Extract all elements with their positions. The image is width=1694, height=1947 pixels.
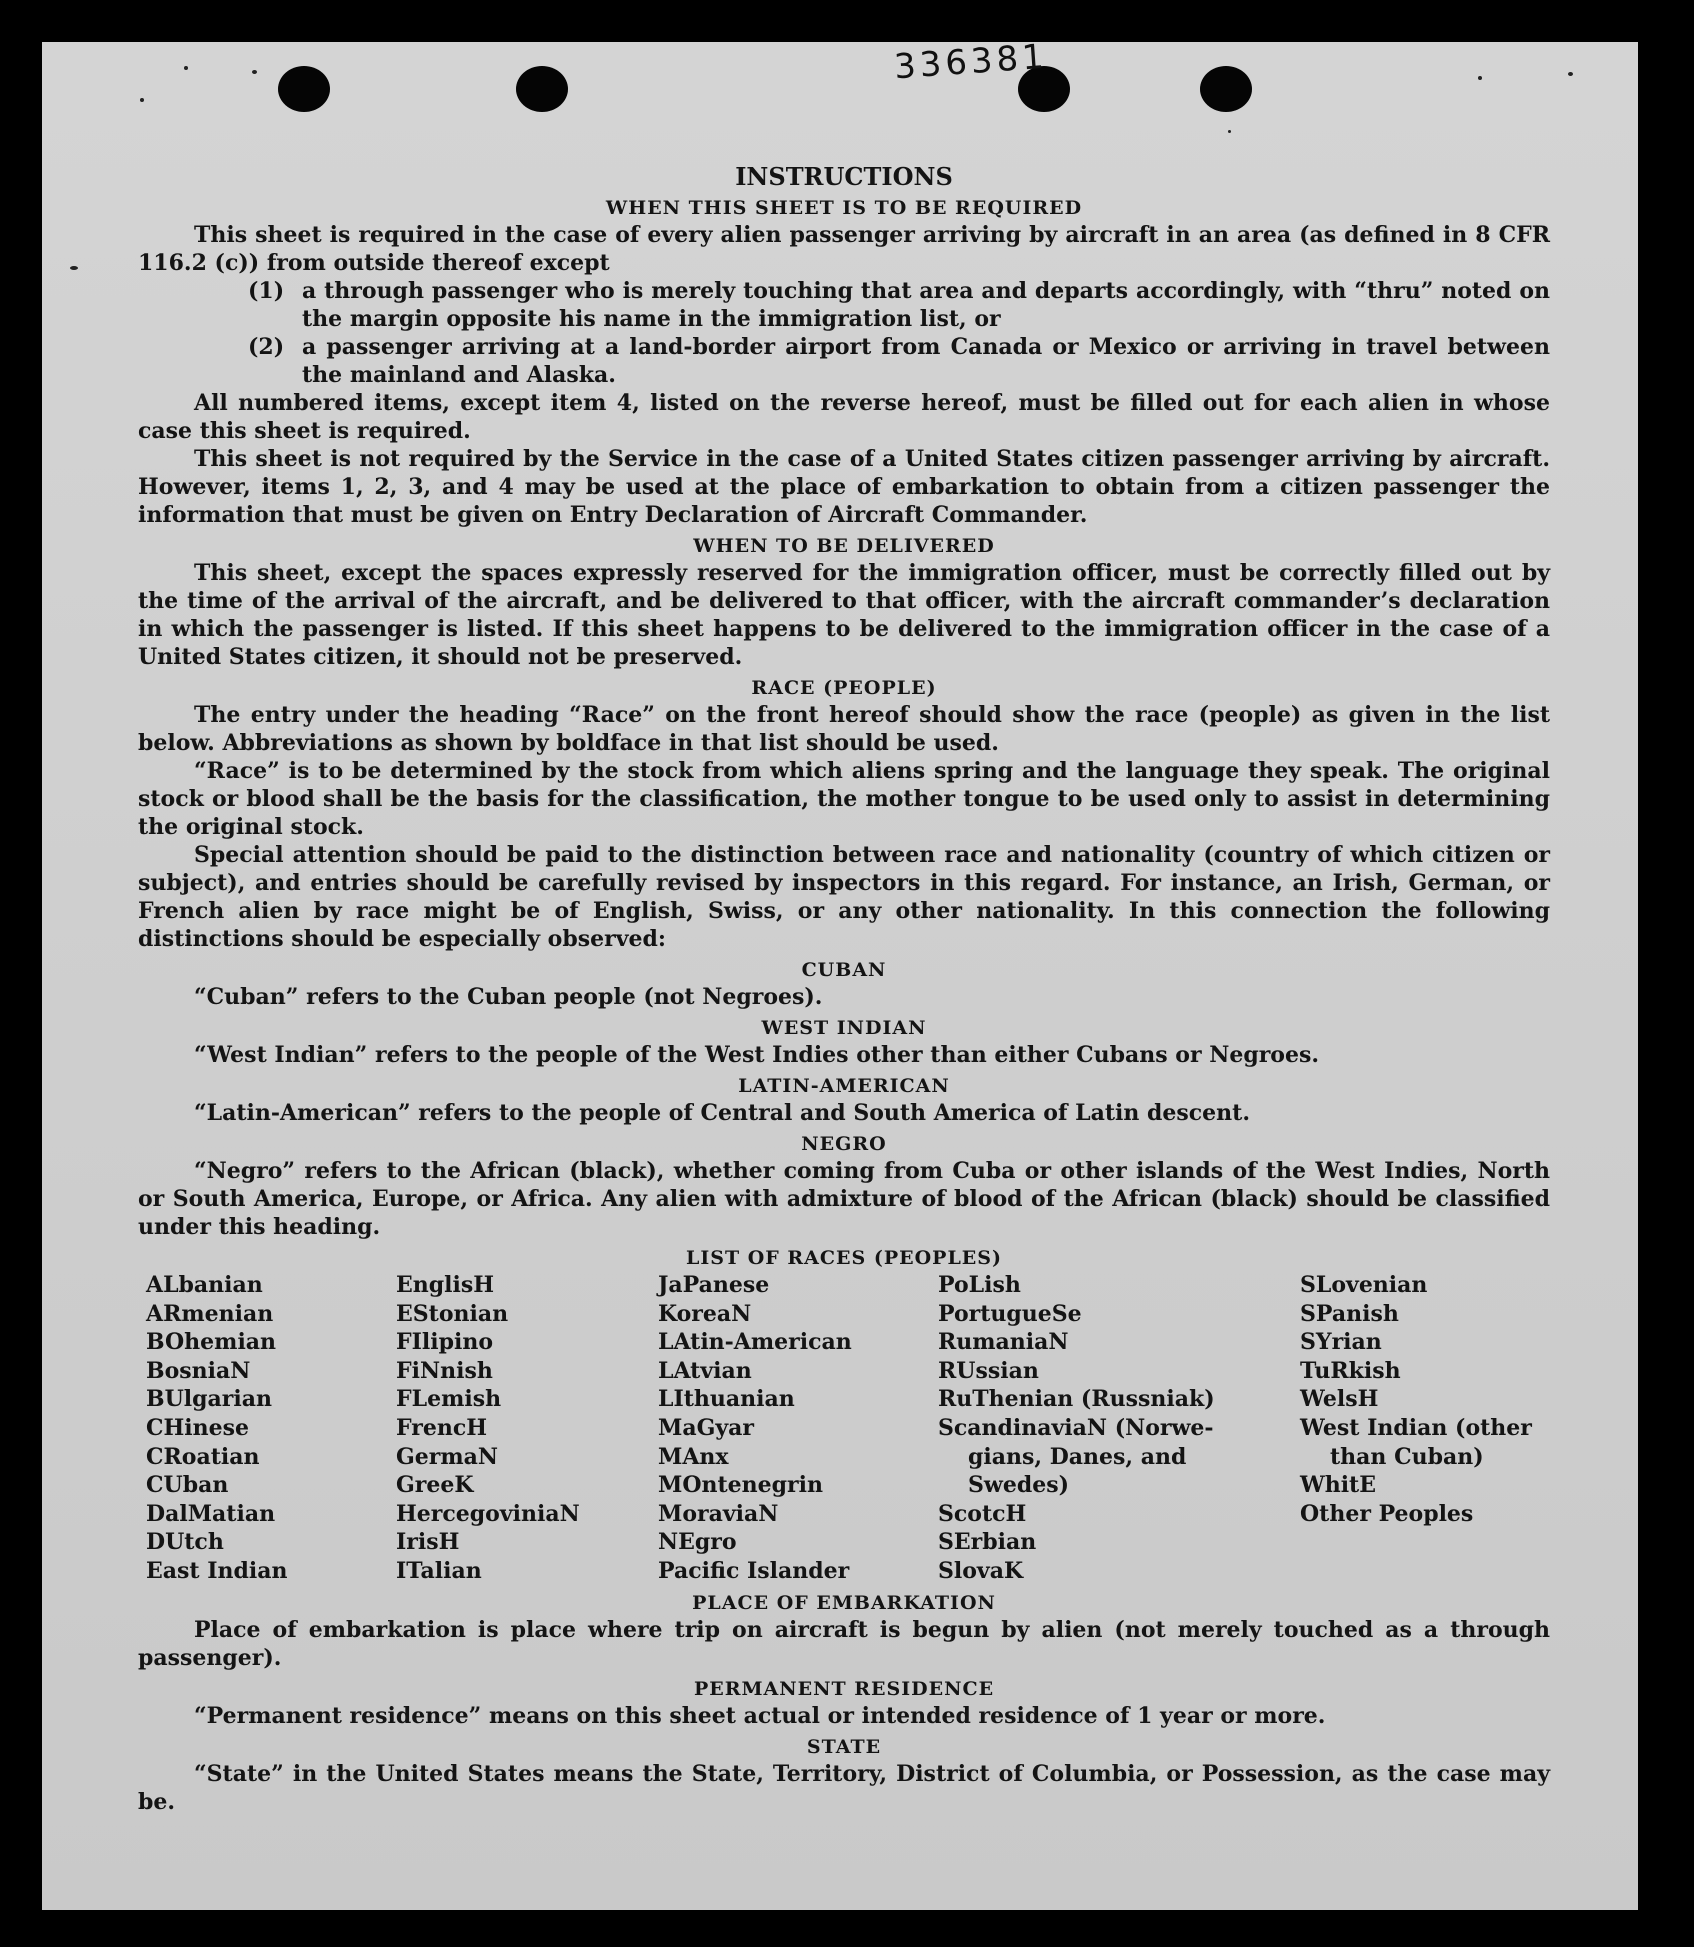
paragraph: “Race” is to be determined by the stock from which aliens spring and the language they speak. The original stock or blood shall be the basis for the classification, the mother tongue to be used only to assist in determining the original stock.: [138, 758, 1550, 840]
race-entry: SYrian: [1300, 1329, 1382, 1356]
race-entry: MoraviaN: [658, 1500, 779, 1527]
race-entry: MaGyar: [658, 1414, 755, 1441]
race-entry-continued: than Cuban): [1330, 1443, 1484, 1470]
punch-hole-2: [516, 66, 568, 112]
paragraph: All numbered items, except item 4, listed on the reverse hereof, must be filled out for each alien in whose case this sheet is required.: [138, 390, 1550, 444]
race-entry: ScandinaviaN (Norwe-: [938, 1414, 1214, 1441]
heading-permanent-residence: PERMANENT RESIDENCE: [693, 1677, 995, 1700]
paragraph: “Latin-American” refers to the people of Central and South America of Latin descent.: [194, 1100, 1250, 1126]
heading-west-indian: WEST INDIAN: [761, 1017, 927, 1039]
race-entry: FIlipino: [396, 1329, 494, 1356]
speck: [184, 66, 188, 70]
paragraph: “West Indian” refers to the people of the West Indies other than either Cubans or Negroes.: [194, 1042, 1320, 1068]
race-entry: ALbanian: [146, 1272, 263, 1298]
race-entry: BosniaN: [146, 1357, 251, 1384]
race-entry: FrencH: [396, 1414, 487, 1441]
punch-hole-1: [278, 66, 330, 112]
heading-negro: NEGRO: [801, 1133, 887, 1155]
race-entry: DUtch: [146, 1529, 224, 1556]
race-entry: SLovenian: [1300, 1272, 1428, 1298]
heading-when-delivered: WHEN TO BE DELIVERED: [693, 535, 995, 557]
race-entry: CRoatian: [146, 1443, 260, 1470]
instructions-content: [138, 120, 1550, 1816]
heading-latin-american: LATIN-AMERICAN: [738, 1075, 950, 1097]
races-column-3: [658, 1271, 938, 1586]
races-column-4: [938, 1271, 1300, 1586]
race-entry: CUban: [146, 1472, 229, 1499]
races-column-5: [1300, 1271, 1550, 1586]
speck: [252, 70, 257, 74]
heading-list-of-races: LIST OF RACES (PEOPLES): [686, 1247, 1002, 1269]
page-title: INSTRUCTIONS: [735, 162, 953, 191]
race-entry: SlovaK: [938, 1557, 1024, 1584]
race-entry: RumaniaN: [938, 1329, 1069, 1356]
race-entry: TuRkish: [1300, 1357, 1401, 1384]
race-entry: RUssian: [938, 1357, 1039, 1384]
document-page: [42, 36, 1638, 1910]
paragraph: This sheet, except the spaces expressly reserved for the immigration officer, must be correctly filled out by the time of the arrival of the aircraft, and be delivered to that officer, with the aircraft commander’s declaration in which the passenger is listed. If this sheet happens to be delivered to the immigration officer in the case of a United States citizen, it should not be preserved.: [138, 560, 1550, 670]
race-entry: SPanish: [1300, 1300, 1399, 1327]
heading-cuban: CUBAN: [801, 959, 887, 981]
race-entry: ScotcH: [938, 1500, 1027, 1527]
race-entry: FiNnish: [396, 1357, 493, 1384]
race-entry: PoLish: [938, 1272, 1021, 1298]
races-list: [138, 1271, 1550, 1586]
paragraph: Special attention should be paid to the distinction between race and nationality (country of which citizen or subject), and entries should be carefully revised by inspectors in this regard. For instance, an Irish, German, or French alien by race might be of English, Swiss, or any other nationality. In this connection the following distinctions should be especially observed:: [138, 842, 1550, 952]
race-entry: FLemish: [396, 1386, 502, 1413]
race-entry: ITalian: [396, 1557, 482, 1584]
race-entry: GreeK: [396, 1472, 474, 1499]
list-item: [248, 277, 1550, 333]
race-entry: LIthuanian: [658, 1386, 795, 1413]
race-entry: GermaN: [396, 1443, 499, 1470]
paragraph: This sheet is not required by the Service in the case of a United States citizen passenger arriving by aircraft. However, items 1, 2, 3, and 4 may be used at the place of embarkation to obtain from a citizen passenger the information that must be given on Entry Declaration of Aircraft Commander.: [138, 446, 1550, 528]
paragraph: The entry under the heading “Race” on the front hereof should show the race (people) as given in the list below. Abbreviations as shown by boldface in that list should be used.: [138, 702, 1550, 756]
speck: [70, 266, 78, 270]
handwritten-number: 336381: [892, 36, 1050, 88]
race-entry: BUlgarian: [146, 1386, 272, 1413]
item-text: a through passenger who is merely touching that area and departs accordingly, with “thru” noted on the margin opposite his name in the immigration list, or: [302, 278, 1550, 332]
race-entry: JaPanese: [658, 1272, 770, 1298]
race-entry: MOntenegrin: [658, 1472, 823, 1499]
speck: [140, 98, 144, 102]
heading-place-of-embarkation: PLACE OF EMBARKATION: [692, 1591, 996, 1614]
race-entry: Other Peoples: [1300, 1500, 1474, 1527]
race-entry: MAnx: [658, 1443, 729, 1470]
race-entry-continued: Swedes): [968, 1472, 1069, 1499]
race-entry: EStonian: [396, 1300, 509, 1327]
speck: [1568, 72, 1573, 76]
paragraph: “Permanent residence” means on this sheet actual or intended residence of 1 year or more.: [194, 1702, 1326, 1729]
race-entry: RuThenian (Russniak): [938, 1386, 1215, 1413]
race-entry: WhitE: [1300, 1472, 1376, 1499]
race-entry: HercegoviniaN: [396, 1500, 580, 1527]
race-entry-continued: gians, Danes, and: [968, 1443, 1187, 1470]
speck: [1478, 76, 1482, 80]
paragraph: “Negro” refers to the African (black), whether coming from Cuba or other islands of the West Indies, North or South America, Europe, or Africa. Any alien with admixture of blood of the African (black) should be classified under this heading.: [138, 1158, 1550, 1240]
race-entry: East Indian: [146, 1557, 288, 1584]
races-column-2: [396, 1271, 658, 1586]
race-entry: ARmenian: [146, 1300, 274, 1327]
heading-state: STATE: [806, 1735, 882, 1758]
race-entry: Pacific Islander: [658, 1557, 850, 1584]
race-entry: BOhemian: [146, 1329, 277, 1356]
race-entry: LAtvian: [658, 1357, 752, 1384]
races-column-1: [146, 1271, 396, 1586]
race-entry: WelsH: [1300, 1386, 1379, 1413]
race-entry: IrisH: [396, 1529, 460, 1556]
list-item: [248, 333, 1550, 389]
item-number: (1): [248, 278, 285, 304]
race-entry: KoreaN: [658, 1300, 752, 1327]
race-entry: CHinese: [146, 1414, 250, 1441]
item-text: a passenger arriving at a land-border airport from Canada or Mexico or arriving in travel between the mainland and Alaska.: [302, 334, 1550, 388]
item-number: (2): [248, 334, 285, 360]
race-entry: PortugueSe: [938, 1300, 1082, 1327]
race-entry: LAtin-American: [658, 1329, 852, 1356]
paragraph: “State” in the United States means the State, Territory, District of Columbia, or Possession, as the case may be.: [138, 1760, 1550, 1815]
race-entry: EnglisH: [396, 1272, 495, 1298]
paragraph: “Cuban” refers to the Cuban people (not Negroes).: [194, 984, 823, 1010]
race-entry: SErbian: [938, 1529, 1037, 1556]
punch-hole-4: [1200, 66, 1252, 112]
paragraph: This sheet is required in the case of every alien passenger arriving by aircraft in an area (as defined in 8 CFR 116.2 (c)) from outside thereof except: [138, 222, 1550, 276]
race-entry: NEgro: [658, 1529, 737, 1556]
heading-when-required: WHEN THIS SHEET IS TO BE REQUIRED: [605, 197, 1083, 219]
heading-race: RACE (PEOPLE): [751, 677, 937, 699]
race-entry: West Indian (other: [1300, 1414, 1532, 1441]
paragraph: Place of embarkation is place where trip on aircraft is begun by alien (not merely touched as a through passenger).: [138, 1616, 1550, 1671]
race-entry: DalMatian: [146, 1500, 276, 1527]
